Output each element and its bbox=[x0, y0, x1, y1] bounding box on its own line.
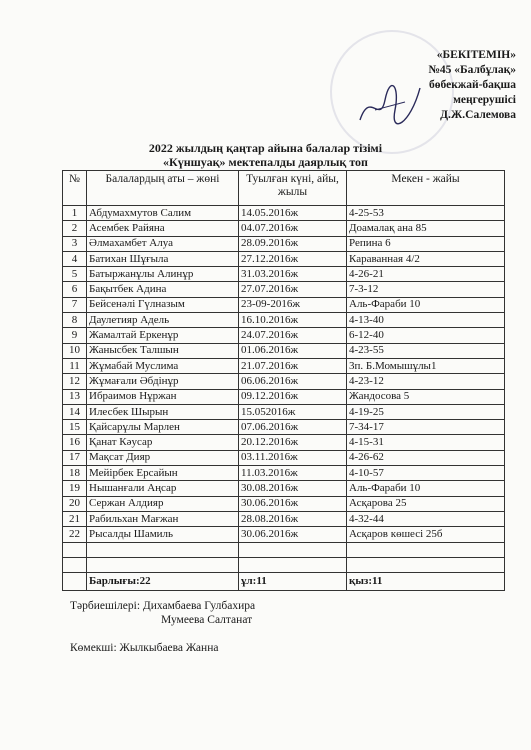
assistant-block bbox=[70, 641, 218, 655]
row-number: 14 bbox=[63, 404, 87, 419]
child-name: Батыржанұлы Алинұр bbox=[87, 267, 239, 282]
table-row bbox=[63, 511, 505, 526]
address: 4-10-57 bbox=[347, 466, 505, 481]
birth-date: 07.06.2016ж bbox=[239, 420, 347, 435]
table-row bbox=[63, 267, 505, 282]
row-number: 10 bbox=[63, 343, 87, 358]
address: Доамалақ ана 85 bbox=[347, 221, 505, 236]
child-name: Жұмағали Әбдінұр bbox=[87, 374, 239, 389]
table-row bbox=[63, 282, 505, 297]
table-row bbox=[63, 389, 505, 404]
row-number: 9 bbox=[63, 328, 87, 343]
child-name: Қайсарұлы Марлен bbox=[87, 420, 239, 435]
row-number: 22 bbox=[63, 527, 87, 542]
column-header: Мекен - жайы bbox=[347, 171, 505, 206]
table-row bbox=[63, 236, 505, 251]
address: Репина 6 bbox=[347, 236, 505, 251]
child-name: Бейсенәлі Гүлназым bbox=[87, 297, 239, 312]
birth-date: 14.05.2016ж bbox=[239, 206, 347, 221]
address: 3п. Б.Момышұлы1 bbox=[347, 358, 505, 373]
children-table bbox=[62, 170, 505, 591]
table-row bbox=[63, 496, 505, 511]
birth-date: 16.10.2016ж bbox=[239, 313, 347, 328]
boys-count: ұл:11 bbox=[239, 572, 347, 590]
assistant-label: Көмекші: bbox=[70, 642, 117, 654]
birth-date: 30.06.2016ж bbox=[239, 527, 347, 542]
child-name: Жамалтай Еркенұр bbox=[87, 328, 239, 343]
address: Аль-Фараби 10 bbox=[347, 297, 505, 312]
birth-date: 03.11.2016ж bbox=[239, 450, 347, 465]
teacher-name: Мумеева Салтанат bbox=[161, 614, 253, 626]
approval-line: «БЕКІТЕМІН» bbox=[436, 49, 516, 61]
teacher-name-line bbox=[161, 613, 252, 627]
approval-line: меңгерушісі bbox=[453, 94, 516, 106]
table-row bbox=[63, 450, 505, 465]
row-number: 2 bbox=[63, 221, 87, 236]
birth-date: 21.07.2016ж bbox=[239, 358, 347, 373]
row-number: 5 bbox=[63, 267, 87, 282]
row-number: 6 bbox=[63, 282, 87, 297]
birth-date: 20.12.2016ж bbox=[239, 435, 347, 450]
approval-line: бөбекжай-бақша bbox=[429, 79, 516, 91]
child-name: Илесбек Шырын bbox=[87, 404, 239, 419]
table-row bbox=[63, 527, 505, 542]
blank-row bbox=[63, 542, 505, 557]
address: 4-23-12 bbox=[347, 374, 505, 389]
child-name: Қанат Кәусар bbox=[87, 435, 239, 450]
teachers-label: Тәрбиешілері: bbox=[70, 600, 141, 612]
address: 7-34-17 bbox=[347, 420, 505, 435]
child-name: Рабильхан Мағжан bbox=[87, 511, 239, 526]
birth-date: 11.03.2016ж bbox=[239, 466, 347, 481]
birth-date: 28.08.2016ж bbox=[239, 511, 347, 526]
row-number: 12 bbox=[63, 374, 87, 389]
address: 4-32-44 bbox=[347, 511, 505, 526]
address: Асқаров көшесі 25б bbox=[347, 527, 505, 542]
child-name: Мақсат Дияр bbox=[87, 450, 239, 465]
table-row bbox=[63, 313, 505, 328]
table-row bbox=[63, 343, 505, 358]
signature-mark bbox=[355, 80, 425, 130]
address: Жандосова 5 bbox=[347, 389, 505, 404]
row-number: 18 bbox=[63, 466, 87, 481]
address: 4-15-31 bbox=[347, 435, 505, 450]
birth-date: 04.07.2016ж bbox=[239, 221, 347, 236]
table-row bbox=[63, 435, 505, 450]
child-name: Жаныcбек Талшын bbox=[87, 343, 239, 358]
birth-date: 27.07.2016ж bbox=[239, 282, 347, 297]
child-name: Даулетияр Адель bbox=[87, 313, 239, 328]
address: 4-26-62 bbox=[347, 450, 505, 465]
child-name: Асембек Райяна bbox=[87, 221, 239, 236]
child-name: Әлмахамбет Алуа bbox=[87, 236, 239, 251]
row-number: 17 bbox=[63, 450, 87, 465]
teacher-name: Дихамбаева Гулбахира bbox=[142, 600, 256, 612]
column-header: № bbox=[63, 171, 87, 206]
birth-date: 09.12.2016ж bbox=[239, 389, 347, 404]
birth-date: 27.12.2016ж bbox=[239, 251, 347, 266]
column-header: Балалардың аты – жөні bbox=[87, 171, 239, 206]
row-number: 21 bbox=[63, 511, 87, 526]
assistant-name: Жылкыбаева Жанна bbox=[119, 642, 219, 654]
row-number: 15 bbox=[63, 420, 87, 435]
address: 6-12-40 bbox=[347, 328, 505, 343]
child-name: Мейірбек Ерсайын bbox=[87, 466, 239, 481]
birth-date: 15.052016ж bbox=[239, 404, 347, 419]
table-row bbox=[63, 328, 505, 343]
address: Аль-Фараби 10 bbox=[347, 481, 505, 496]
table-header-row bbox=[63, 171, 505, 206]
blank-row bbox=[63, 557, 505, 572]
birth-date: 01.06.2016ж bbox=[239, 343, 347, 358]
row-number: 16 bbox=[63, 435, 87, 450]
address: Караванная 4/2 bbox=[347, 251, 505, 266]
table-row bbox=[63, 297, 505, 312]
address: 4-13-40 bbox=[347, 313, 505, 328]
table-row bbox=[63, 251, 505, 266]
table-row bbox=[63, 466, 505, 481]
column-header: Туылған күні, айы, жылы bbox=[239, 171, 347, 206]
child-name: Рысалды Шамиль bbox=[87, 527, 239, 542]
girls-count: қыз:11 bbox=[347, 572, 505, 590]
table-row bbox=[63, 420, 505, 435]
approval-block bbox=[428, 48, 516, 123]
birth-date: 30.08.2016ж bbox=[239, 481, 347, 496]
child-name: Жұмабай Муслима bbox=[87, 358, 239, 373]
document-title bbox=[0, 141, 531, 169]
child-name: Ибраимов Нұржан bbox=[87, 389, 239, 404]
row-number: 4 bbox=[63, 251, 87, 266]
child-name: Бақытбек Адина bbox=[87, 282, 239, 297]
table-row bbox=[63, 374, 505, 389]
row-number: 20 bbox=[63, 496, 87, 511]
title-line: «Күншуақ» мектепалды даярлық топ bbox=[163, 155, 368, 169]
table-row bbox=[63, 206, 505, 221]
address: 7-3-12 bbox=[347, 282, 505, 297]
table-row bbox=[63, 358, 505, 373]
address: 4-26-21 bbox=[347, 267, 505, 282]
teachers-block bbox=[70, 599, 255, 613]
row-number: 8 bbox=[63, 313, 87, 328]
title-line: 2022 жылдың қаңтар айына балалар тізімі bbox=[148, 141, 383, 155]
table-row bbox=[63, 404, 505, 419]
row-number: 19 bbox=[63, 481, 87, 496]
address: 4-19-25 bbox=[347, 404, 505, 419]
total-count: Барлығы:22 bbox=[87, 572, 239, 590]
birth-date: 30.06.2016ж bbox=[239, 496, 347, 511]
address: Асқарова 25 bbox=[347, 496, 505, 511]
row-number: 3 bbox=[63, 236, 87, 251]
table-row bbox=[63, 481, 505, 496]
child-name: Абдумахмутов Салим bbox=[87, 206, 239, 221]
birth-date: 31.03.2016ж bbox=[239, 267, 347, 282]
birth-date: 06.06.2016ж bbox=[239, 374, 347, 389]
child-name: Батихан Шұғыла bbox=[87, 251, 239, 266]
table-row bbox=[63, 221, 505, 236]
birth-date: 28.09.2016ж bbox=[239, 236, 347, 251]
birth-date: 24.07.2016ж bbox=[239, 328, 347, 343]
approval-line: №45 «Балбұлақ» bbox=[428, 64, 516, 76]
child-name: Сержан Алдияр bbox=[87, 496, 239, 511]
address: 4-25-53 bbox=[347, 206, 505, 221]
child-name: Нышанғали Аңсар bbox=[87, 481, 239, 496]
row-number: 13 bbox=[63, 389, 87, 404]
row-number: 1 bbox=[63, 206, 87, 221]
birth-date: 23-09-2016ж bbox=[239, 297, 347, 312]
approval-line: Д.Ж.Салемова bbox=[440, 109, 516, 121]
row-number: 7 bbox=[63, 297, 87, 312]
address: 4-23-55 bbox=[347, 343, 505, 358]
totals-row bbox=[63, 572, 505, 590]
row-number: 11 bbox=[63, 358, 87, 373]
